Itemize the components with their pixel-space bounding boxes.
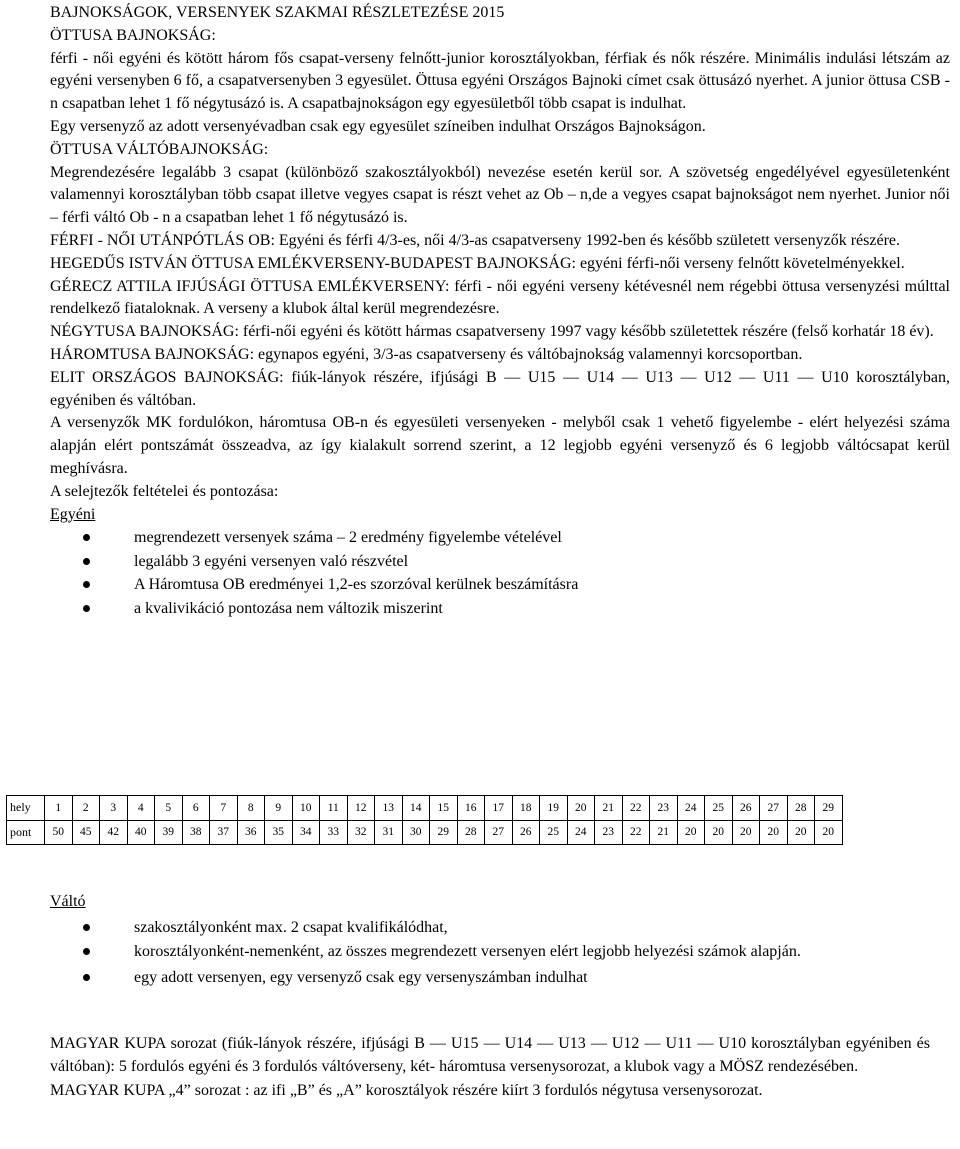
valto-list [50, 916, 930, 989]
table-cell-hely: 23 [650, 796, 678, 821]
table-cell-pont: 22 [622, 820, 650, 845]
table-cell-pont: 27 [485, 820, 513, 845]
table-cell-hely: 8 [237, 796, 265, 821]
table-cell-hely: 19 [540, 796, 568, 821]
table-cell-pont: 21 [650, 820, 678, 845]
table-cell-pont: 26 [512, 820, 540, 845]
list-item: megrendezett versenyek száma – 2 eredmény figyelembe vételével [50, 526, 950, 549]
subheading-egyeni: Egyéni [50, 505, 96, 523]
bullet-icon [83, 948, 90, 955]
bullet-icon [83, 924, 90, 931]
table-cell-pont: 40 [127, 820, 155, 845]
table-cell-hely: 20 [567, 796, 595, 821]
table-cell-pont: 39 [155, 820, 183, 845]
table-cell-hely: 7 [210, 796, 238, 821]
table-cell-pont: 20 [760, 820, 788, 845]
table-row-hely [7, 796, 843, 821]
table-cell-hely: 27 [760, 796, 788, 821]
table-cell-hely: 2 [72, 796, 100, 821]
table-cell-hely: 26 [732, 796, 760, 821]
table-cell-pont: 20 [677, 820, 705, 845]
table-row-pont [7, 820, 843, 845]
table-cell-hely: 14 [402, 796, 430, 821]
valto-section [50, 890, 930, 990]
table-cell-pont: 35 [265, 820, 293, 845]
table-cell-pont: 20 [787, 820, 815, 845]
paragraph-hegedus: HEGEDŰS ISTVÁN ÖTTUSA EMLÉKVERSENY-BUDAPEST BAJNOKSÁG: egyéni férfi-női verseny felnőtt követelményekkel. [50, 254, 905, 272]
paragraph-ottusa: férfi - női egyéni és kötött három fős csapat-verseny felnőtt-junior korosztályokban, férfiak és nők részére. Minimális indulási létszám az egyéni versenyben 6 fő, a csapatversenyben 3 egyesület. Öttusa egyéni Országos Bajnoki címet csak öttusázó nyerhet. A junior öttusa CSB - n csapatban lehet 1 fő négytusázó is. A csapatbajnokságon egy egyesületből több csapat is indulhat. [50, 49, 950, 113]
paragraph-egyesulet: Egy versenyző az adott versenyévadban csak egy egyesület színeiben indulhat Országos Bajnokságon. [50, 117, 706, 135]
row-label-hely: hely [7, 796, 45, 821]
table-cell-hely: 10 [292, 796, 320, 821]
doc-title: BAJNOKSÁGOK, VERSENYEK SZAKMAI RÉSZLETEZÉSE 2015 [50, 4, 505, 21]
table-cell-pont: 20 [705, 820, 733, 845]
table-cell-pont: 20 [815, 820, 843, 845]
bullet-icon [83, 605, 90, 612]
table-cell-hely: 3 [100, 796, 128, 821]
table-cell-hely: 1 [45, 796, 73, 821]
table-cell-pont: 20 [732, 820, 760, 845]
table-cell-pont: 25 [540, 820, 568, 845]
table-cell-pont: 33 [320, 820, 348, 845]
paragraph-selejtezok: A selejtezők feltételei és pontozása: [50, 482, 279, 500]
table-cell-hely: 25 [705, 796, 733, 821]
list-item: legalább 3 egyéni versenyen való részvétel [50, 550, 950, 573]
section-heading-ottusa: ÖTTUSA BAJNOKSÁG: [50, 26, 216, 44]
table-cell-hely: 6 [182, 796, 210, 821]
bullet-icon [83, 558, 90, 565]
paragraph-negytusa: NÉGYTUSA BAJNOKSÁG: férfi-női egyéni és kötött hármas csapatverseny 1997 vagy később születettek részére (felső korhatár 18 év). [50, 323, 934, 341]
table-cell-hely: 18 [512, 796, 540, 821]
document-page [50, 2, 950, 620]
paragraph-magyar-kupa-4: MAGYAR KUPA „4” sorozat : az ifi „B” és „A” korosztályok részére kiírt 3 fordulós négytusa versenysorozat. [50, 1081, 763, 1099]
paragraph-utanpotlas: FÉRFI - NŐI UTÁNPÓTLÁS OB: Egyéni és férfi 4/3-es, női 4/3-as csapatverseny 1992-ben és később született versenyzők részére. [50, 231, 901, 249]
table-cell-hely: 21 [595, 796, 623, 821]
list-item: a kvalivikáció pontozása nem változik miszerint [50, 597, 950, 620]
paragraph-gerecz: GÉRECZ ATTILA IFJÚSÁGI ÖTTUSA EMLÉKVERSENY: férfi - női egyéni verseny kétévesnél nem régebbi öttusa versenyzési múlttal rendelkező fiataloknak. A verseny a klubok által kerül megrendezésre. [50, 277, 950, 318]
table-cell-pont: 37 [210, 820, 238, 845]
paragraph-haromtusa: HÁROMTUSA BAJNOKSÁG: egynapos egyéni, 3/3-as csapatverseny és váltóbajnokság valamennyi korcsoportban. [50, 345, 803, 363]
bullet-icon [83, 581, 90, 588]
paragraph-elit: ELIT ORSZÁGOS BAJNOKSÁG: fiúk-lányok részére, ifjúsági B — U15 — U14 — U13 — U12 — U11 — U10 korosztályban, egyéniben és váltóban. [50, 368, 950, 409]
table-cell-hely: 29 [815, 796, 843, 821]
table-cell-hely: 15 [430, 796, 458, 821]
list-item: korosztályonként-nemenként, az összes megrendezett versenyen elért legjobb helyezési számok alapján. [50, 940, 930, 963]
table-cell-pont: 32 [347, 820, 375, 845]
list-item: egy adott versenyen, egy versenyző csak egy versenyszámban indulhat [50, 966, 930, 989]
table-cell-hely: 4 [127, 796, 155, 821]
paragraph-mk-fordulok: A versenyzők MK fordulókon, háromtusa OB-n és egyesületi versenyeken - melyből csak 1 vehető figyelembe - elért helyezési száma alapján elért pontszámát összeadva, az így kialakult sorrend szerint, a 12 legjobb egyéni versenyző és 6 legjobb váltócsapat kerül meghívásra. [50, 414, 950, 477]
table-cell-hely: 17 [485, 796, 513, 821]
row-label-pont: pont [7, 820, 45, 845]
paragraph-valto: Megrendezésére legalább 3 csapat (különböző szakosztályokból) nevezése esetén kerül sor. A szövetség engedélyével egyesületenként valamennyi korosztályban több csapat illetve vegyes csapat is részt vehet az Ob – n,de a vegyes csapat bajnokságot nem nyerhet. Junior női – férfi váltó Ob - n a csapatban lehet 1 fő négytusázó is. [50, 163, 950, 227]
table-cell-pont: 36 [237, 820, 265, 845]
table-cell-pont: 29 [430, 820, 458, 845]
table-cell-pont: 24 [567, 820, 595, 845]
subheading-valto: Váltó [50, 893, 86, 910]
table-cell-pont: 28 [457, 820, 485, 845]
section-heading-valto: ÖTTUSA VÁLTÓBAJNOKSÁG: [50, 140, 269, 158]
outro-section [50, 1032, 930, 1102]
table-cell-pont: 34 [292, 820, 320, 845]
table-cell-hely: 9 [265, 796, 293, 821]
list-item: szakosztályonként max. 2 csapat kvalifikálódhat, [50, 916, 930, 939]
table-cell-pont: 50 [45, 820, 73, 845]
table-cell-hely: 11 [320, 796, 348, 821]
table-cell-hely: 16 [457, 796, 485, 821]
table-cell-hely: 12 [347, 796, 375, 821]
bullet-icon [83, 534, 90, 541]
table-cell-pont: 31 [375, 820, 403, 845]
table-cell-pont: 38 [182, 820, 210, 845]
table-cell-hely: 5 [155, 796, 183, 821]
table-cell-hely: 13 [375, 796, 403, 821]
paragraph-magyar-kupa: MAGYAR KUPA sorozat (fiúk-lányok részére, ifjúsági B — U15 — U14 — U13 — U12 — U11 — U10 korosztályban egyéniben és váltóban): 5 fordulós egyéni és 3 fordulós váltóverseny, két- háromtusa versenysorozat, a klubok vagy a MÖSZ rendezésében. [50, 1035, 930, 1076]
points-table [6, 795, 843, 845]
egyeni-list [50, 526, 950, 620]
bullet-icon [83, 974, 90, 981]
list-item: A Háromtusa OB eredményei 1,2-es szorzóval kerülnek beszámításra [50, 573, 950, 596]
table-cell-hely: 24 [677, 796, 705, 821]
table-cell-pont: 30 [402, 820, 430, 845]
table-cell-pont: 42 [100, 820, 128, 845]
table-cell-pont: 23 [595, 820, 623, 845]
table-cell-hely: 28 [787, 796, 815, 821]
table-cell-pont: 45 [72, 820, 100, 845]
table-cell-hely: 22 [622, 796, 650, 821]
